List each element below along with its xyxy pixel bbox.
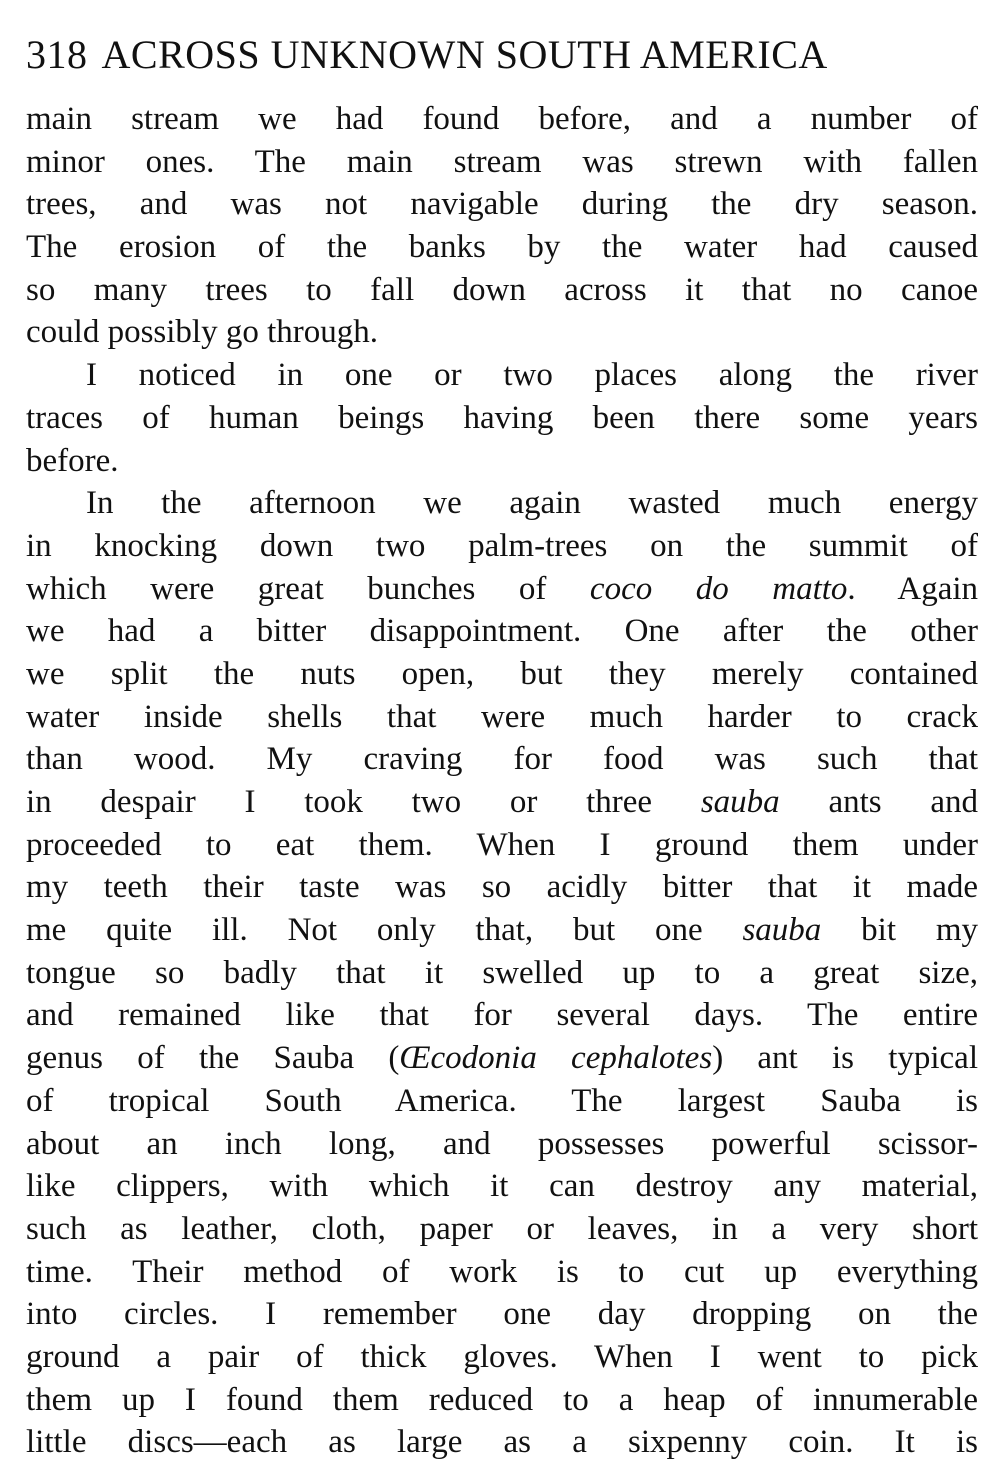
- text-line: [26, 1208, 978, 1251]
- text-segment: my teeth their taste was so acidly bitter that it made: [26, 869, 978, 906]
- body-text: [26, 98, 978, 1464]
- text-segment: we split the nuts open, but they merely contained: [26, 655, 978, 692]
- text-line: [26, 1336, 978, 1379]
- italic-text: sauba: [700, 784, 780, 820]
- text-line: [26, 397, 978, 440]
- text-line: [26, 1251, 978, 1294]
- text-segment: ) ant is typical: [712, 1040, 978, 1077]
- text-line: [26, 1293, 978, 1336]
- text-line: [26, 1037, 978, 1080]
- text-line: [26, 440, 978, 483]
- text-segment: time. Their method of work is to cut up everything: [26, 1253, 978, 1290]
- text-line: [26, 994, 978, 1037]
- page-number: 318: [26, 32, 88, 77]
- text-segment: bit my: [821, 912, 978, 949]
- text-segment: proceeded to eat them. When I ground them under: [26, 826, 978, 863]
- text-segment: than wood. My craving for food was such that: [26, 741, 978, 778]
- text-segment: in despair I took two or three: [26, 784, 701, 820]
- text-line: [26, 1123, 978, 1166]
- text-segment: like clippers, with which it can destroy any material,: [26, 1168, 978, 1205]
- text-line: [26, 354, 978, 397]
- text-segment: ground a pair of thick gloves. When I went to pick: [26, 1338, 978, 1375]
- text-segment: . Again: [847, 570, 978, 607]
- text-segment: I noticed in one or two places along the river: [86, 357, 978, 394]
- text-line: [26, 781, 978, 824]
- text-line: [26, 141, 978, 184]
- text-segment: of tropical South America. The largest Sauba is: [26, 1082, 978, 1119]
- text-segment: main stream we had found before, and a number of: [26, 101, 978, 137]
- text-line: [26, 824, 978, 867]
- text-segment: tongue so badly that it swelled up to a great size,: [26, 954, 978, 991]
- text-line: [26, 525, 978, 568]
- italic-text: Œcodonia cephalotes: [399, 1040, 713, 1077]
- text-line: [26, 1165, 978, 1208]
- text-line: [26, 568, 978, 611]
- text-segment: water inside shells that were much harder to crack: [26, 698, 978, 735]
- text-line: [26, 311, 978, 354]
- text-segment: in knocking down two palm-trees on the summit of: [26, 527, 978, 564]
- text-segment: ants and: [779, 784, 978, 820]
- italic-text: sauba: [742, 912, 822, 949]
- text-segment: minor ones. The main stream was strewn with fallen: [26, 143, 978, 180]
- text-segment: which were great bunches of: [26, 570, 590, 607]
- text-segment: about an inch long, and possesses powerful scissor-: [26, 1125, 978, 1162]
- text-segment: traces of human beings having been there some years: [26, 399, 978, 436]
- text-line: [26, 1421, 978, 1464]
- text-line: [26, 738, 978, 781]
- text-line: [26, 952, 978, 995]
- text-segment: and remained like that for several days. The entire: [26, 997, 978, 1034]
- text-segment: into circles. I remember one day dropping on the: [26, 1296, 978, 1333]
- text-line: [26, 866, 978, 909]
- text-segment: could possibly go through.: [26, 314, 378, 351]
- text-segment: genus of the Sauba (: [26, 1040, 400, 1077]
- text-line: [26, 1080, 978, 1123]
- text-segment: trees, and was not navigable during the dry season.: [26, 186, 978, 223]
- text-line: [26, 183, 978, 226]
- text-line: [26, 482, 978, 525]
- text-segment: them up I found them reduced to a heap of innumerable: [26, 1381, 978, 1418]
- text-segment: so many trees to fall down across it that no canoe: [26, 271, 978, 308]
- text-segment: such as leather, cloth, paper or leaves, in a very short: [26, 1210, 978, 1247]
- running-header: [26, 30, 976, 80]
- italic-text: coco do matto: [589, 570, 848, 607]
- text-segment: little discs—each as large as a sixpenny coin. It is: [26, 1424, 978, 1461]
- text-line: [26, 269, 978, 312]
- text-line: [26, 696, 978, 739]
- text-line: [26, 98, 978, 141]
- text-segment: me quite ill. Not only that, but one: [26, 912, 743, 949]
- text-line: [26, 226, 978, 269]
- text-line: [26, 909, 978, 952]
- text-line: [26, 653, 978, 696]
- running-title: ACROSS UNKNOWN SOUTH AMERICA: [101, 32, 828, 77]
- text-segment: In the afternoon we again wasted much energy: [86, 485, 978, 522]
- text-line: [26, 1379, 978, 1422]
- text-line: [26, 610, 978, 653]
- text-segment: The erosion of the banks by the water had caused: [26, 229, 978, 266]
- text-segment: we had a bitter disappointment. One after the other: [26, 613, 978, 650]
- text-segment: before.: [26, 442, 119, 479]
